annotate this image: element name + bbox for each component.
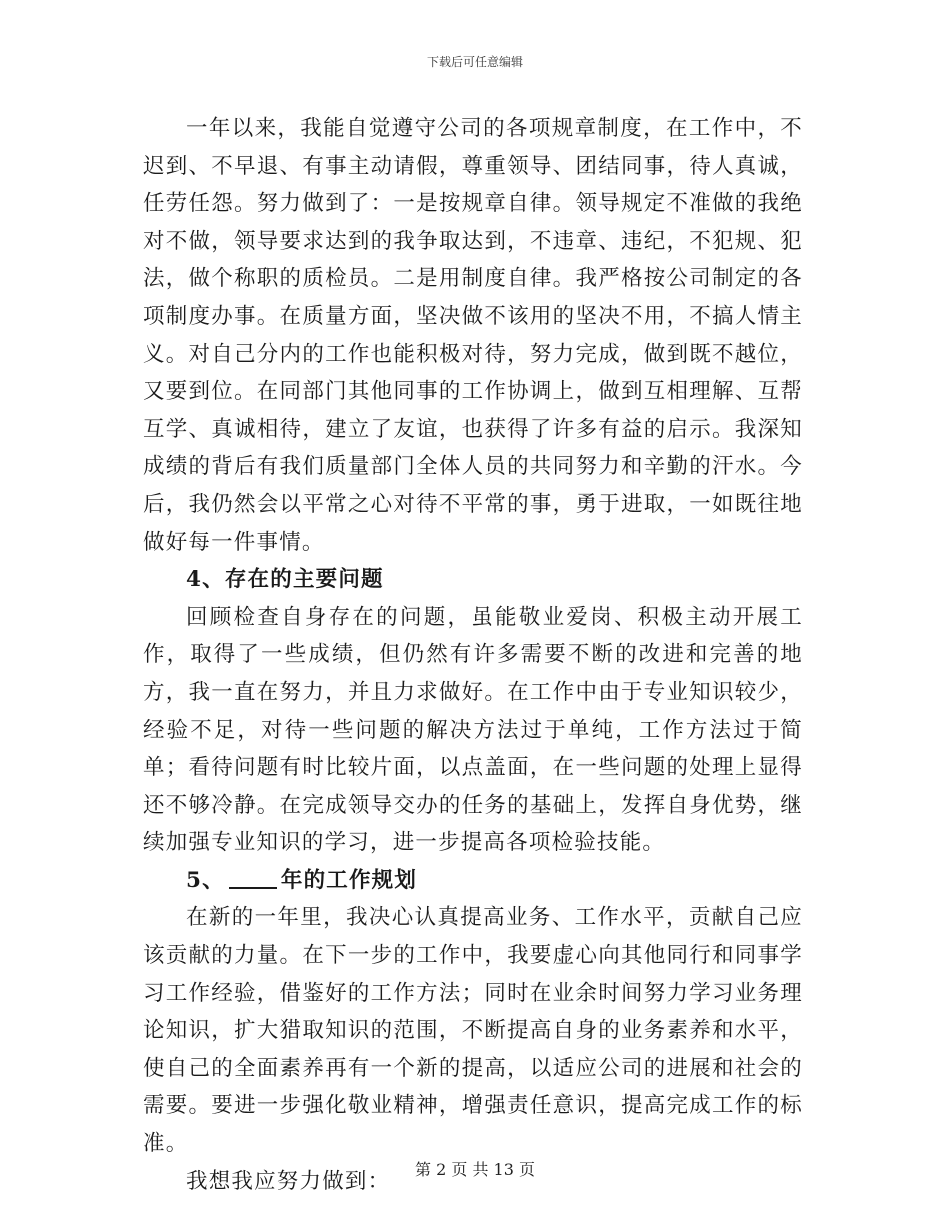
heading-work-plan-prefix: 5、 bbox=[186, 867, 225, 893]
heading-main-problems: 4、存在的主要问题 bbox=[186, 567, 384, 593]
paragraph-self-discipline: 一年以来，我能自觉遵守公司的各项规章制度，在工作中，不迟到、不早退、有事主动请假，尊重领导、团结同事，待人真诚，任劳任怨。努力做到了：一是按规章自律。领导规定不准做的我绝对不做，领导要求达到的我争取达到，不违章、违纪，不犯规、犯法，做个称职的质检员。二是用制度自律。我严格按公司制定的各项制度办事。在质量方面，坚决做不该用的坚决不用，不搞人情主义。对自己分内的工作也能积极对待，努力完成，做到既不越位，又要到位。在同部门其他同事的工作协调上，做到互相理解、互帮互学、真诚相待，建立了友谊，也获得了许多有益的启示。我深知成绩的背后有我们质量部门全体人员的共同努力和辛勤的汗水。今后，我仍然会以平常之心对待不平常的事，勇于进取，一如既往地做好每一件事情。 bbox=[143, 116, 803, 555]
paragraph-work-plan: 在新的一年里，我决心认真提高业务、工作水平，贡献自己应该贡献的力量。在下一步的工作中，我要虚心向其他同行和同事学习工作经验，借鉴好的工作方法；同时在业余时间努力学习业务理论知识，扩大猎取知识的范围，不断提高自身的业务素养和水平，使自己的全面素养再有一个新的提高，以适应公司的进展和社会的需要。要进一步强化敬业精神，增强责任意识，提高完成工作的标准。 bbox=[143, 905, 803, 1157]
year-blank-underline bbox=[229, 867, 277, 889]
document-body bbox=[143, 110, 803, 1200]
heading-work-plan bbox=[143, 862, 803, 900]
header-note: 下载后可任意编辑 bbox=[426, 55, 523, 69]
page-number-footer: 第 2 页 共 13 页 bbox=[415, 1160, 535, 1179]
paragraph-closing: 我想我应努力做到： bbox=[186, 1168, 391, 1194]
paragraph-problems: 回顾检查自身存在的问题，虽能敬业爱岗、积极主动开展工作，取得了一些成绩，但仍然有许多需要不断的改进和完善的地方，我一直在努力，并且力求做好。在工作中由于专业知识较少，经验不足，对待一些问题的解决方法过于单纯，工作方法过于简单；看待问题有时比较片面，以点盖面，在一些问题的处理上显得还不够冷静。在完成领导交办的任务的基础上，发挥自身优势，继续加强专业知识的学习，进一步提高各项检验技能。 bbox=[143, 604, 803, 856]
heading-work-plan-suffix: 年的工作规划 bbox=[280, 867, 418, 893]
